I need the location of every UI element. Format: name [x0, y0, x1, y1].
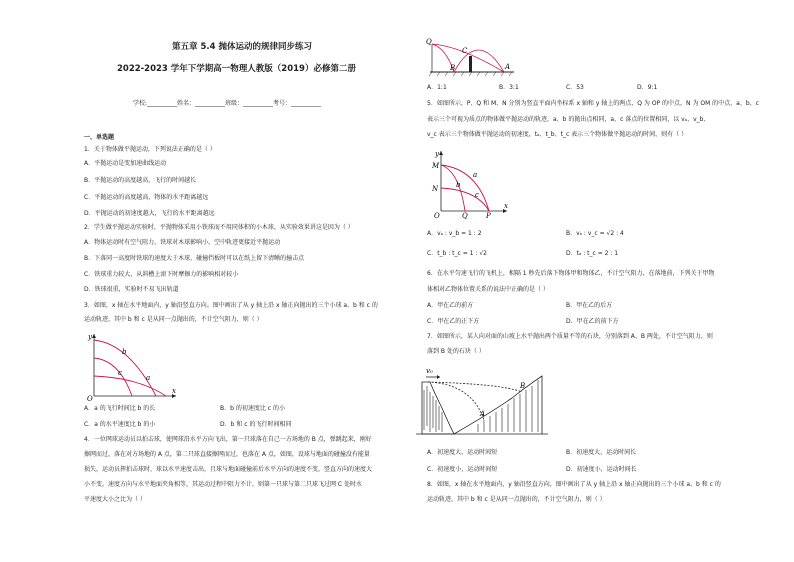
q3-stem-line2: 运动轨迹，其中 b 和 c 是从同一点抛出的，不计空气阻力，则（ ） [84, 316, 263, 323]
q5-fig-y-label: y [435, 150, 439, 158]
q8-line2: 运动轨迹，其中 b 和 c 是从同一点抛出的，不计空气阻力，则（ ） [427, 496, 606, 503]
q1-option-a: A．平抛运动是变加速曲线运动 [84, 160, 167, 167]
q1-option-c: C．平抛运动的高度越高，物体的水平距离越远 [84, 194, 209, 201]
q6-line1: 6．在水平匀速飞行的飞机上，相隔 1 秒先后落下物体甲和物体乙，不计空气阻力，在落地前，下列关于甲物 [427, 270, 715, 277]
q8-line1: 8．如图，x 轴在水平地面内，y 轴沿竖直方向，图中画出了从 y 轴上沿 x 轴正向抛出的三个小球 a、b 和 c 的 [427, 481, 721, 488]
q5-coordinate-figure [427, 147, 512, 219]
q5-line2: 表示三个可视为质点的物体做平抛运动的轨迹，a、b 的抛出点相同，a、c 落点的位置相同，以 vₐ、v_b、 [427, 116, 710, 123]
q4-option-b: B．3:1 [499, 84, 519, 91]
q3-option-a: A．a 的飞行时间比 b 的长 [84, 405, 156, 412]
q5-option-d: D．tₐ : t_c = 2 : 1 [566, 250, 619, 257]
q7-line1: 7．如图所示，某人向对面的山坡上水平抛出两个质量不等的石块，分别落到 A、B 两处，不计空气阻力，则 [427, 333, 713, 340]
q7-option-b: B．初速度大，运动时间长 [566, 449, 637, 456]
q4-fig-q-label: Q [426, 38, 432, 46]
q2-stem: 2．学生做平抛运动实验时，平抛物体采用小铁球而不用同体积的小木球，从实验效果讲这是因为（ ） [84, 224, 354, 231]
student-info-line: 学校:__________姓名：__________班级：__________考号：__________ [133, 100, 322, 107]
q2-option-c: C．铁球重力较大，从斜槽上滚下时摩擦力的影响相对较小 [84, 271, 239, 278]
q5-line3: v_c 表示三个物体做平抛运动的初速度，tₐ、t_b、t_c 表示三个物体做平抛运动的时间，则有（ ） [427, 131, 688, 138]
q7-option-a: A．初速度大，运动时间短 [427, 449, 498, 456]
q6-option-d: D．甲在乙的前下方 [566, 318, 619, 325]
q6-option-b: B．甲在乙的后方 [566, 302, 613, 309]
q5-line1: 5．如图所示，P、Q 和 M、N 分别为竖直平面内坐标系 x 轴和 y 轴上的两点，Q 为 OP 的中点，N 为 OM 的中点，a、b、c [427, 100, 759, 107]
q5-fig-m-label: M [432, 162, 440, 170]
q4-line1: 4．一位网球运动员以拍击球，使网球沿水平方向飞出，第一只球落在自己一方场地的 B 点，弹跳起来，刚好 [84, 436, 372, 443]
q3-fig-origin-label: O [87, 395, 93, 402]
q5-fig-q-label: Q [462, 212, 468, 219]
q6-option-c: C．甲在乙的正下方 [427, 318, 480, 325]
q4-fig-b-label: B [450, 64, 456, 72]
q3-option-d: D．b 和 c 的飞行时间相同 [220, 421, 292, 428]
q7-fig-b-label: B [520, 382, 526, 390]
q4-tennis-figure [426, 38, 521, 78]
q3-fig-x-label: x [172, 387, 176, 395]
q5-fig-c-label: c [475, 191, 479, 199]
q6-option-a: A．甲在乙的前方 [427, 302, 474, 309]
q5-fig-a-label: a [473, 171, 478, 179]
q5-fig-b-label: b [456, 181, 461, 189]
q5-option-b: B．vₐ : v_c = √2 : 4 [566, 230, 624, 237]
q4-fig-a-label: A [505, 63, 511, 71]
q4-option-a: A．1:1 [427, 84, 447, 91]
q2-option-b: B．下落同一高度时铁球的速度大于木球，碰撞挡板时可以在纸上留下清晰的撞击点 [84, 255, 305, 262]
q7-line2: 落到 B 处的石块（ ） [427, 348, 485, 355]
q3-fig-y-label: y [88, 333, 92, 341]
q7-mountain-figure [412, 362, 552, 440]
q4-option-c: C．53 [566, 84, 584, 91]
section-heading: 一、单选题 [84, 134, 115, 141]
q5-fig-p-label: P [486, 212, 491, 219]
q5-option-a: A．vₐ : v_b = 1 : 2 [427, 230, 482, 237]
q5-fig-o-label: O [434, 212, 440, 219]
q7-option-d: D．初速度小，运动时间长 [566, 466, 637, 473]
q2-option-d: D．铁球很重，实验时不易飞出轨道 [84, 286, 179, 293]
q4-fig-c-label: C [462, 47, 468, 55]
doc-title: 第五章 5.4 抛体运动的规律同步练习 [172, 42, 312, 52]
q3-option-b: B．b 的初速度比 c 的小 [220, 405, 285, 412]
q3-fig-b-label: b [122, 348, 127, 356]
q1-option-b: B．平抛运动的高度越高，飞行的时间越长 [84, 177, 197, 184]
q2-option-a: A．物体运动时有空气阻力，铁球对木球影响小，空中轨迹更接近平抛运动 [84, 239, 281, 246]
q4-line3: 损失，运动员挥拍击球时，球以水平速度击出，且球与地面碰撞前后水平方向的速度不变，竖直方向的速度大 [84, 466, 373, 473]
q4-line2: 擦网而过，落在对方场地的 A 点，第二只球直接擦网而过，也落在 A 点，如图，设球与地面的碰撞没有能量 [84, 451, 370, 458]
q1-stem: 1．关于物体做平抛运动，下列说法正确的是（ ） [84, 146, 216, 153]
q7-fig-v0-label: v₀ [426, 367, 433, 375]
q1-option-d: D．平抛运动的初速度越大，飞行的水平距离越远 [84, 210, 215, 217]
q4-option-d: D．9:1 [637, 84, 658, 91]
q3-trajectory-figure [84, 330, 179, 402]
q5-fig-n-label: N [432, 185, 439, 193]
q5-option-c: C．t_b : t_c = 1 : √2 [427, 250, 487, 257]
q6-line2: 体相对乙物体位置关系的说法中正确的是（ ） [427, 286, 549, 293]
q5-fig-x-label: x [504, 202, 508, 210]
q4-line5: 平速度大小之比为（ ） [84, 496, 146, 503]
q4-line4: 小不变，速度方向与水平地面夹角相等，其运动过程中阻力不计，则第一只球与第二只球飞过网 C 处时水 [84, 481, 363, 488]
doc-subtitle: 2022-2023 学年下学期高一物理人教版（2019）必修第二册 [117, 64, 356, 74]
q3-option-c: C．a 的水平速度比 b 的小 [84, 421, 156, 428]
q3-fig-c-label: c [118, 369, 122, 377]
q7-fig-a-label: A [480, 410, 486, 418]
q3-stem-line1: 3．如图，x 轴在水平地面内，y 轴沿竖直方向。图中画出了从 y 轴上沿 x 轴正向抛出的三个小球 a、b 和 c 的 [84, 302, 378, 309]
q7-option-c: C．初速度小，运动时间短 [427, 466, 498, 473]
q3-fig-a-label: a [146, 374, 151, 382]
